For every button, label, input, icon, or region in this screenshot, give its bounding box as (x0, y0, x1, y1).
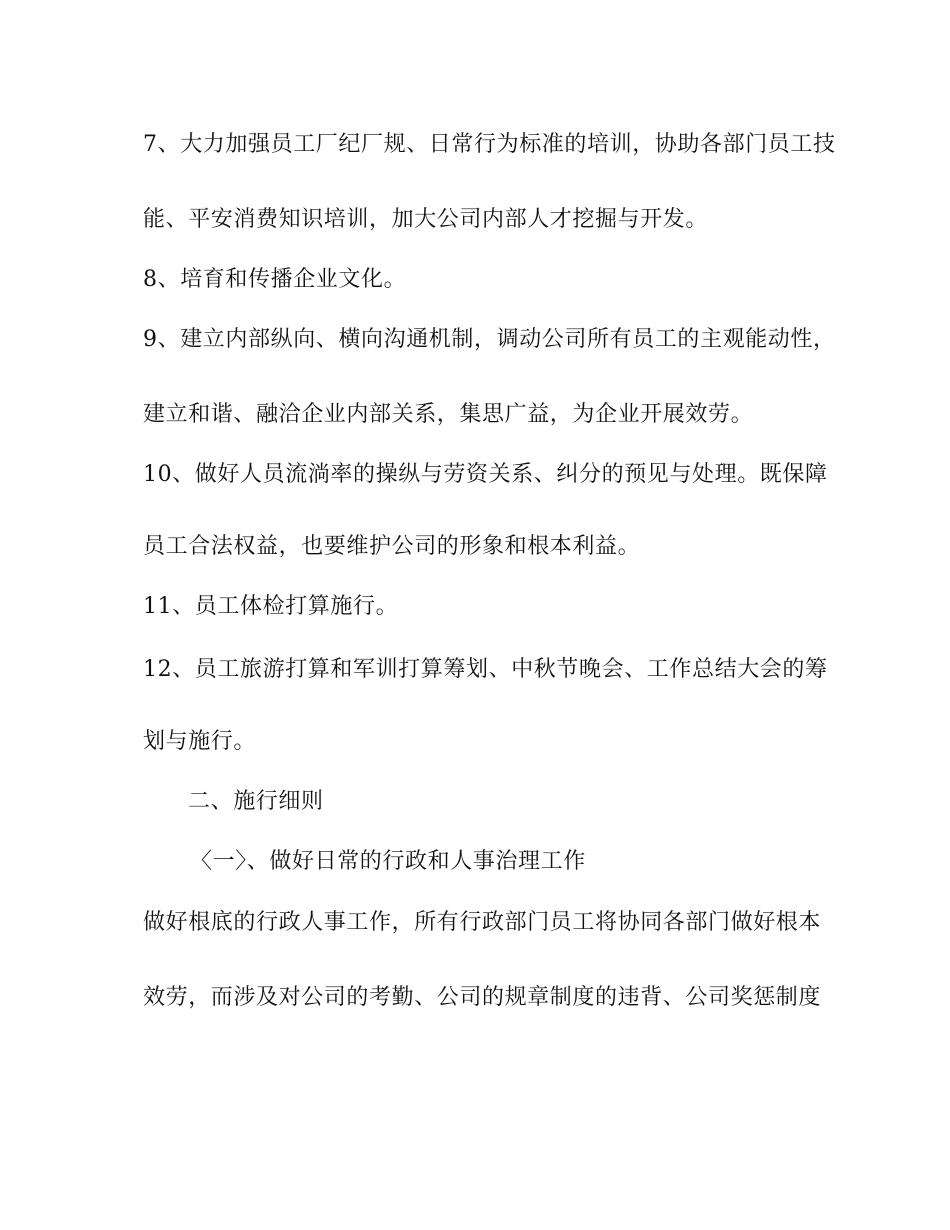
paragraph-item-12-line-1: 12、员工旅游打算和军训打算筹划、中秋节晚会、工作总结大会的筹 (143, 657, 828, 682)
body-paragraph-line-2: 效劳，而涉及对公司的考勤、公司的规章制度的违背、公司奖惩制度 (143, 985, 822, 1010)
paragraph-item-12-line-2: 划与施行。 (143, 729, 257, 754)
paragraph-item-10-line-2: 员工合法权益，也要维护公司的形象和根本利益。 (143, 534, 641, 559)
paragraph-item-9-line-2: 建立和谐、融洽企业内部关系，集思广益，为企业开展效劳。 (143, 402, 754, 427)
paragraph-item-10-line-1: 10、做好人员流淌率的操纵与劳资关系、纠分的预见与处理。既保障 (143, 462, 828, 487)
section-heading: 二、施行细则 (188, 789, 324, 814)
paragraph-item-9-line-1: 9、建立内部纵向、横向沟通机制，调动公司所有员工的主观能动性， (143, 327, 836, 352)
paragraph-item-11: 11、员工体检打算施行。 (143, 594, 399, 619)
body-paragraph-line-1: 做好根底的行政人事工作，所有行政部门员工将协同各部门做好根本 (143, 910, 822, 935)
paragraph-item-7-line-1: 7、大力加强员工厂纪厂规、日常行为标准的培训，协助各部门员工技 (143, 132, 836, 157)
paragraph-item-8: 8、培育和传播企业文化。 (143, 267, 407, 292)
paragraph-item-7-line-2: 能、平安消费知识培训，加大公司内部人才挖掘与开发。 (143, 207, 709, 232)
subsection-heading: 〈一〉、做好日常的行政和人事治理工作 (190, 849, 586, 874)
